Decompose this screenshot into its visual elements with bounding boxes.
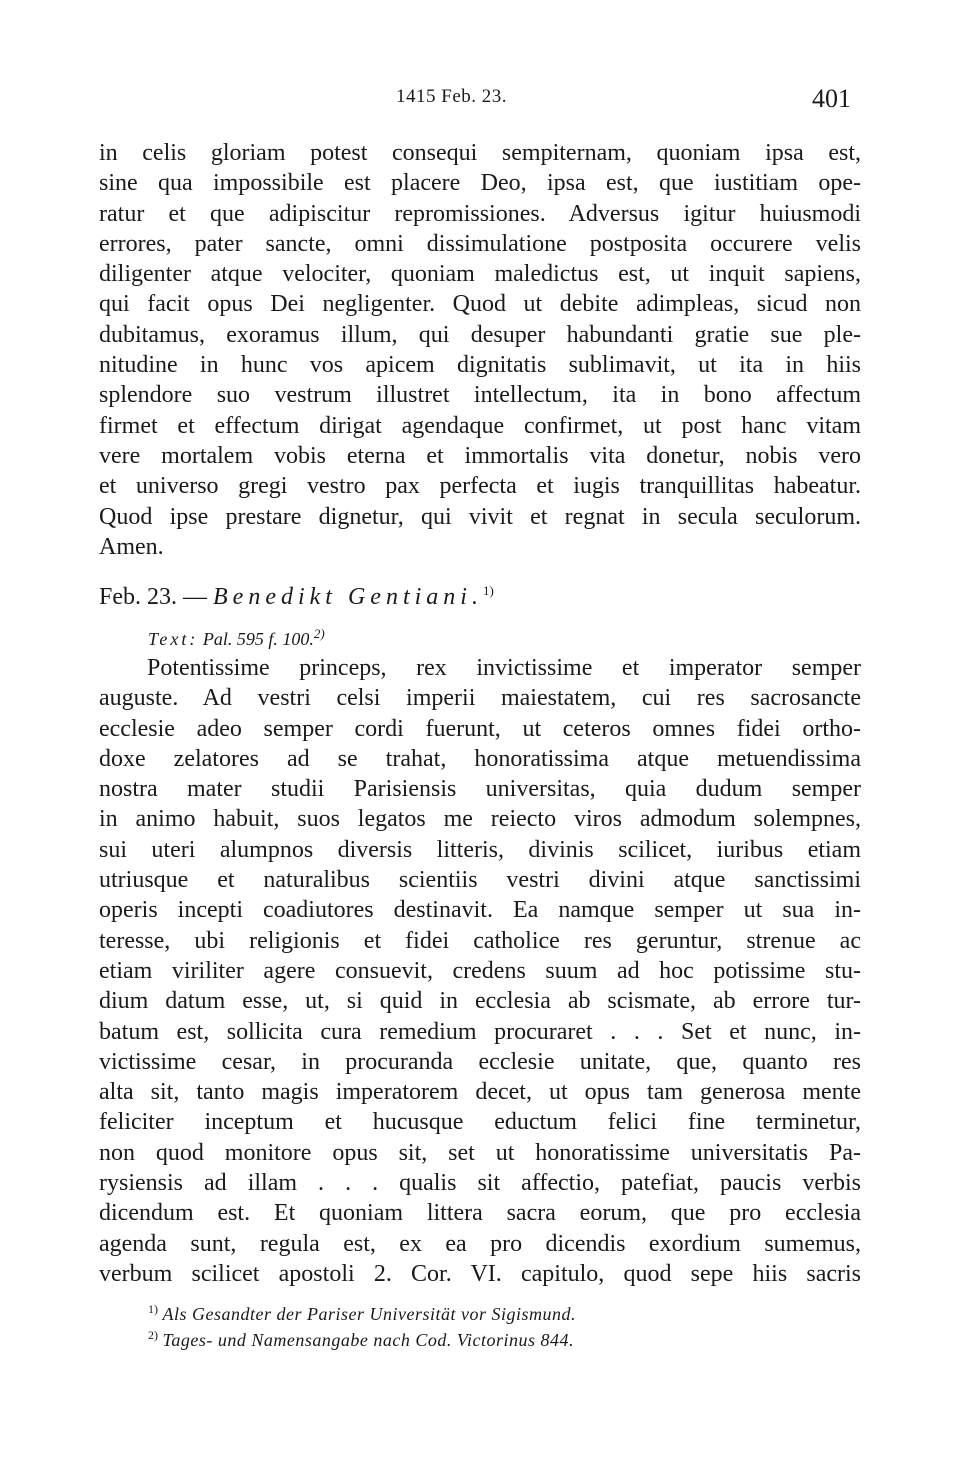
text-line: sui uteri alumpnos diversis litteris, divinis scilicet, iuribus etiam — [99, 836, 861, 863]
page-number: 401 — [812, 84, 851, 113]
source-ref: Pal. 595 f. 100. — [202, 629, 314, 649]
text-line: non quod monitore opus sit, set ut honoratissime universitatis Pa- — [99, 1139, 861, 1166]
footnote-2 — [148, 1328, 574, 1351]
text-line: rysiensis ad illam . . . qualis sit affectio, patefiat, paucis verbis — [99, 1170, 861, 1197]
text-line: Potentissime princeps, rex invictissime et imperator semper — [147, 655, 861, 681]
footnote-1 — [148, 1302, 576, 1325]
text-line: dicendum est. Et quoniam littera sacra eorum, que pro ecclesia — [99, 1200, 861, 1227]
text-line: ecclesie adeo semper cordi fuerunt, ut ceteros omnes fidei ortho- — [99, 715, 861, 742]
heading-date: Feb. 23. — — [99, 584, 207, 610]
text-line: dubitamus, exoramus illum, qui desuper habundanti gratie sue ple- — [99, 321, 861, 348]
text-line: sine qua impossibile est placere Deo, ipsa est, que iustitiam ope- — [99, 170, 861, 197]
text-line: qui facit opus Dei negligenter. Quod ut debite adimpleas, sicud non — [99, 291, 861, 318]
source-label: Text: — [148, 629, 199, 649]
text-line: alta sit, tanto magis imperatorem decet, ut opus tam generosa mente — [99, 1079, 861, 1106]
text-line: etiam viriliter agere consuevit, credens suum ad hoc potissime stu- — [99, 957, 861, 984]
document-heading — [99, 583, 494, 611]
text-line: victissime cesar, in procuranda ecclesie unitate, que, quanto res — [99, 1048, 861, 1075]
text-line: nostra mater studii Parisiensis universitas, quia dudum semper — [99, 776, 861, 803]
paragraph-continued — [99, 138, 861, 562]
text-line: operis incepti coadiutores destinavit. Ea namque semper ut sua in- — [99, 897, 861, 924]
heading-author-name: Benedikt Gentiani. — [213, 584, 483, 610]
text-line: splendore suo vestrum illustret intellectum, ita in bono affectum — [99, 382, 861, 409]
text-line: errores, pater sancte, omni dissimulatione postposita occurere velis — [99, 230, 861, 257]
text-line: feliciter inceptum et hucusque eductum felici fine terminetur, — [99, 1109, 861, 1136]
letter-text — [99, 653, 861, 1289]
text-line: batum est, sollicita cura remedium procuraret . . . Set et nunc, in- — [99, 1018, 861, 1045]
text-line: diligenter atque velociter, quoniam maledictus est, ut inquit sapiens, — [99, 261, 861, 288]
text-line: verbum scilicet apostoli 2. Cor. VI. capitulo, quod sepe hiis sacris — [99, 1260, 861, 1287]
text-line: agenda sunt, regula est, ex ea pro dicendis exordium sumemus, — [99, 1230, 861, 1257]
text-line: vere mortalem vobis eterna et immortalis vita donetur, nobis vero — [99, 442, 861, 469]
text-line: teresse, ubi religionis et fidei catholice res geruntur, strenue ac — [99, 927, 861, 954]
text-line: in celis gloriam potest consequi sempiternam, quoniam ipsa est, — [99, 140, 861, 166]
text-line: ratur et que adipiscitur repromissiones. Adversus igitur huiusmodi — [99, 200, 861, 227]
footnote-text: Tages- und Namensangabe nach Cod. Victorinus 844. — [162, 1330, 574, 1350]
text-line: doxe zelatores ad se trahat, honoratissima atque metuendissima — [99, 745, 861, 772]
footnote-ref: 1) — [482, 583, 494, 598]
text-line: in animo habuit, suos legatos me reiecto viros admodum solempnes, — [99, 806, 861, 833]
footnote-mark: 1) — [148, 1302, 158, 1316]
footnote-mark: 2) — [148, 1328, 158, 1342]
text-line: auguste. Ad vestri celsi imperii maiestatem, cui res sacrosancte — [99, 685, 861, 712]
text-line: firmet et effectum dirigat agendaque confirmet, ut post hanc vitam — [99, 412, 861, 439]
text-line: dium datum esse, ut, si quid in ecclesia ab scismate, ab errore tur- — [99, 988, 861, 1015]
text-line: Quod ipse prestare dignetur, qui vivit et regnat in secula seculorum. — [99, 503, 861, 530]
text-line: utriusque et naturalibus scientiis vestri divini atque sanctissimi — [99, 867, 861, 894]
source-reference — [148, 626, 325, 650]
footnote-ref: 2) — [313, 626, 325, 641]
running-head: 1415 Feb. 23. — [396, 86, 507, 107]
text-line: Amen. — [99, 533, 164, 560]
text-line: nitudine in hunc vos apicem dignitatis sublimavit, ut ita in hiis — [99, 352, 861, 379]
text-line: et universo gregi vestro pax perfecta et iugis tranquillitas habeatur. — [99, 473, 861, 500]
footnote-text: Als Gesandter der Pariser Universität vor Sigismund. — [162, 1304, 576, 1324]
